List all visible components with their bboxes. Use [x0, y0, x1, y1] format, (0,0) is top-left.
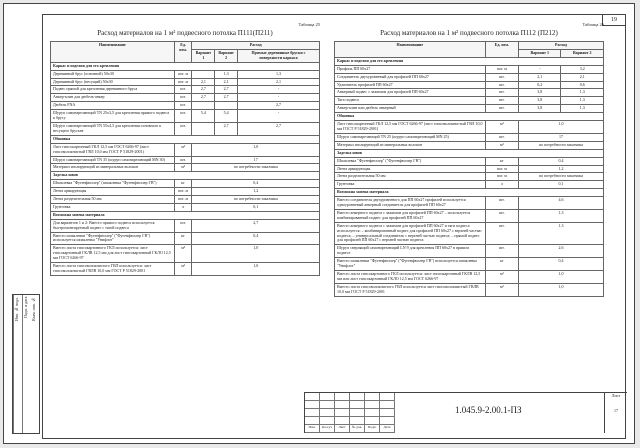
table-number: Таблица 26 — [582, 22, 604, 27]
header-name: Наименование — [51, 42, 175, 63]
material-unit: кг — [485, 157, 518, 165]
table-row — [335, 283, 604, 296]
revision-cell — [365, 417, 380, 425]
table-title: Расход материалов на 1 м² подвесного потолка П111(П211) — [97, 29, 273, 37]
material-unit: шт. — [174, 122, 192, 135]
material-unit: шт. — [174, 102, 192, 110]
revision-cell — [335, 409, 350, 417]
material-name: Вместо листа гипсокартонного ГКЛ используется: лист гипсокартонный ГКЛВ 12,5 мм для лист гипсокартонный ГКЛО 12,5 мм ГОСТ 6266-97 — [51, 245, 175, 263]
material-name: Для вариантов 1 и 2: Вместо прямого подвеса используется быстромонтируемый подвес с тягой подвеса — [51, 219, 175, 232]
revision-cell — [320, 417, 335, 425]
revision-header: Изм. — [305, 425, 320, 433]
stamp-sign-label: Подп. и дата — [22, 295, 31, 433]
table-row — [335, 149, 604, 157]
revision-cell — [320, 409, 335, 417]
material-name: Лента разделительная 50 мм — [51, 196, 175, 204]
table-row — [335, 181, 604, 189]
table-row — [51, 78, 320, 86]
material-unit: пог. м — [174, 188, 192, 196]
document-code: 1.045.9-2.00.1-ПЗ — [455, 405, 522, 415]
section-heading: Каркас и изделия для его крепления — [335, 57, 604, 65]
section-heading: Обшивка — [51, 135, 320, 143]
revision-cell — [305, 409, 320, 417]
material-amount: 1,3 — [561, 97, 604, 105]
material-amount: 2,7 — [238, 122, 320, 135]
table-row — [51, 180, 320, 188]
table-row — [51, 135, 320, 143]
material-name: Профиль ПП 60х27 — [335, 65, 486, 73]
table-row — [335, 57, 604, 65]
material-amount: 3,8 — [519, 105, 561, 113]
material-unit: м² — [174, 164, 192, 172]
material-amount: 1,3 — [561, 89, 604, 97]
section-heading: Обшивка — [335, 113, 604, 121]
revision-cell — [305, 417, 320, 425]
material-amount: 2,1 — [192, 78, 215, 86]
material-name: Соединитель двухуровневый для профилей ПП 60х27 — [335, 73, 486, 81]
revision-cell — [365, 393, 380, 401]
header-rashod: Расход — [519, 42, 604, 50]
revision-cell — [320, 401, 335, 409]
material-name: Вместо шпаклевки "Фугенфюллер" ("Фугенфюллер ГВ") используется шпаклевка "Унифлот" — [335, 258, 486, 271]
table-row — [51, 164, 320, 172]
table-row — [51, 143, 320, 156]
material-amount: 0,2 — [519, 81, 561, 89]
material-amount: 3,8 — [519, 97, 561, 105]
material-amount: 1,3 — [561, 105, 604, 113]
materials-table-25 — [50, 41, 320, 276]
material-unit: шт. — [174, 219, 192, 232]
material-amount: 17 — [519, 133, 604, 141]
material-name: Шуруп самонарезающий TN 25 (шуруп самонарезающий MN 25) — [335, 133, 486, 141]
material-amount: 1,0 — [192, 245, 320, 263]
material-unit: шт. — [485, 81, 518, 89]
material-amount: 2,6 — [519, 245, 604, 258]
left-stamp — [12, 294, 40, 434]
material-unit: пог. м — [174, 78, 192, 86]
material-name: Материал изолирующий из минеральных волокон — [51, 164, 175, 172]
table-row — [335, 271, 604, 284]
table-title: Расход материалов на 1 м² подвесного потолка П112 (П212) — [380, 29, 558, 37]
table-row — [51, 219, 320, 232]
revision-cell — [380, 417, 395, 425]
material-amount: 1,0 — [519, 271, 604, 284]
material-amount: - — [519, 65, 561, 73]
material-name: Удлинитель профилей ПП 60х27 — [335, 81, 486, 89]
material-amount: 1,0 — [192, 143, 320, 156]
revision-cell — [365, 409, 380, 417]
material-unit: шт. — [174, 156, 192, 164]
stamp-replace-label: Взам. инв. № — [31, 297, 36, 321]
header-unit: Ед. изм. — [485, 42, 518, 58]
material-name: Шпаклевка "Фугенфюллер" ("Фугенфюллер ГВ") — [335, 157, 486, 165]
header-variant-2: Вариант 2 — [215, 49, 238, 62]
material-name: Дюбель FNA — [51, 102, 175, 110]
table-row — [335, 209, 604, 222]
material-amount: 2,7 — [215, 86, 238, 94]
material-unit: шт. — [485, 209, 518, 222]
table-row — [51, 70, 320, 78]
section-heading: Возможна замена материала — [51, 211, 320, 219]
material-name: Деревянный брус (основной) 50х30 — [51, 70, 175, 78]
material-name: Вместо шпаклевки "Фугенфюллер" ("Фугенфюллер ГВ") используется шпаклевка "Унифлот" — [51, 232, 175, 245]
sheet-label: Лист — [611, 393, 621, 398]
material-name: Лента армирующая — [335, 165, 486, 173]
table-row — [51, 188, 320, 196]
table-row — [51, 196, 320, 204]
material-amount: 0,1 — [192, 203, 320, 211]
material-amount: 1,3 — [519, 209, 604, 222]
revision-grid — [305, 393, 395, 433]
material-unit: шт. — [485, 133, 518, 141]
material-amount: по потребности заказчика — [519, 173, 604, 181]
material-unit: кг — [485, 258, 518, 271]
stamp-inv-label: Инв. № подл. — [13, 295, 22, 433]
material-unit: пог. м — [485, 65, 518, 73]
revision-cell — [335, 417, 350, 425]
revision-cell — [320, 393, 335, 401]
table-row — [335, 197, 604, 210]
table-row — [51, 122, 320, 135]
revision-cell — [350, 401, 365, 409]
section-heading: Заделка швов — [51, 172, 320, 180]
material-unit: шт. — [485, 97, 518, 105]
section-heading: Каркас и изделия для его крепления — [51, 62, 320, 70]
material-amount: 5,4 — [215, 110, 238, 123]
material-amount: 1,3 — [519, 222, 604, 245]
material-unit: кг — [174, 180, 192, 188]
material-name: Лист гипсокартонный ГКЛ 12,5 мм ГОСТ 6266-97 (лист гипсоволокнистый ГВЛ 10,0 мм ГОСТ Р 51829-2001) — [51, 143, 175, 156]
material-unit: л — [174, 203, 192, 211]
table-row — [51, 102, 320, 110]
table-row — [335, 173, 604, 181]
table-row — [335, 245, 604, 258]
material-amount: 2,7 — [238, 102, 320, 110]
header-variant-3: Прямые деревянные бруски с поверхности каркаса — [238, 49, 320, 62]
material-name: Подвес прямой для крепления деревянного бруса — [51, 86, 175, 94]
title-block — [304, 392, 627, 433]
material-name: Лента армирующая — [51, 188, 175, 196]
table-row — [51, 263, 320, 276]
header-name: Наименование — [335, 42, 486, 58]
table-row — [335, 105, 604, 113]
table-row — [335, 89, 604, 97]
material-unit: шт. — [485, 197, 518, 210]
material-unit: шт. — [485, 73, 518, 81]
material-amount: 1,2 — [192, 188, 320, 196]
material-amount: 17 — [192, 156, 320, 164]
material-unit: шт. — [174, 86, 192, 94]
material-name: Вместо анкерного подвеса с зажимом для профилей ПП 60х27 – используется комбинированный подвес для профилей ПП 60х27 — [335, 209, 486, 222]
material-name: Тяга подвеса — [335, 97, 486, 105]
material-name: Вместо соединителя двухуровневого для ПП 60х27 профилей используется одноуровневый анкерный соединитель для профилей ПП 60х27 — [335, 197, 486, 210]
material-amount — [192, 122, 215, 135]
material-unit: м² — [485, 271, 518, 284]
header-variant-1: Вариант 1 — [519, 49, 561, 57]
material-amount: 0,1 — [519, 181, 604, 189]
material-amount: 1,0 — [192, 263, 320, 276]
material-unit: м² — [485, 121, 518, 134]
table-row — [335, 258, 604, 271]
table-row — [335, 73, 604, 81]
material-amount: 1,3 — [215, 70, 238, 78]
material-unit: шт. — [485, 245, 518, 258]
revision-cell — [335, 401, 350, 409]
material-name: Шуруп сверлящий самонарезающий LN 9 для крепления ПП 60х27 в прямом подвесе — [335, 245, 486, 258]
material-unit: шт. — [174, 94, 192, 102]
table-row — [51, 94, 320, 102]
material-unit: шт. — [485, 105, 518, 113]
material-name: Шуруп самонарезающий TN 55x4,3 для крепления основного к несущего брусьев — [51, 122, 175, 135]
material-amount: 2,7 — [192, 86, 215, 94]
sheet-number: 17 — [614, 408, 618, 413]
table-row — [335, 65, 604, 73]
material-name: Лист гипсокартонный ГКЛ 12,5 мм ГОСТ 6266-97 (лист гипсоволокнистый ГВЛ 10,0 мм ГОСТ Р 51829-2001) — [335, 121, 486, 134]
sheet-cell — [604, 393, 627, 433]
material-amount: 3,2 — [561, 65, 604, 73]
table-row — [51, 245, 320, 263]
table-row — [51, 232, 320, 245]
materials-table-26 — [334, 41, 604, 297]
page-number: 19 — [602, 14, 626, 26]
material-name: Шпаклевка "Фугенфюллер" (шпаклевка "Фугенфюллер ГВ") — [51, 180, 175, 188]
material-unit: пог. м — [174, 196, 192, 204]
revision-cell — [350, 417, 365, 425]
material-amount: по потребности заказчика — [192, 164, 320, 172]
material-amount: 0,4 — [519, 258, 604, 271]
material-amount: 2,1 — [238, 78, 320, 86]
table-row — [335, 157, 604, 165]
material-unit: м² — [174, 263, 192, 276]
material-amount: 0,4 — [192, 232, 320, 245]
header-rashod: Расход — [192, 42, 320, 50]
material-amount: по потребности заказчика — [192, 196, 320, 204]
material-amount: 1,0 — [519, 121, 604, 134]
material-unit: пог. м — [174, 70, 192, 78]
revision-cell — [350, 393, 365, 401]
material-name: Вместо листа гипсоволокнистого ГВЛ используется лист гипсоволокнистый ГВЛВ 10,0 мм ГОСТ Р 51829-2001 — [335, 283, 486, 296]
table-row — [51, 172, 320, 180]
material-unit: м² — [485, 283, 518, 296]
material-unit: пог. м — [485, 165, 518, 173]
table-row — [51, 203, 320, 211]
table-row — [335, 222, 604, 245]
material-amount: 2,7 — [215, 94, 238, 102]
material-unit: м² — [174, 143, 192, 156]
material-amount — [192, 70, 215, 78]
header-unit: Ед. изм. — [174, 42, 192, 63]
table-row — [335, 133, 604, 141]
revision-cell — [350, 409, 365, 417]
table-number: Таблица 25 — [298, 22, 320, 27]
revision-cell — [365, 401, 380, 409]
material-unit: пог. м — [485, 173, 518, 181]
material-amount: - — [238, 110, 320, 123]
material-name: Вместо листа гипсоволокнистого ГВЛ используется: лист гипсоволокнистый ГВЛВ 10,0 мм ГОСТ Р 51829-2001 — [51, 263, 175, 276]
material-amount: - — [238, 94, 320, 102]
material-name: Анкер-клин или дюбель анкерный — [335, 105, 486, 113]
material-name: Грунтовка — [51, 203, 175, 211]
revision-header: № док. — [350, 425, 365, 433]
table-row — [335, 81, 604, 89]
table-26-block — [334, 22, 604, 297]
material-amount: - — [238, 86, 320, 94]
revision-cell — [305, 401, 320, 409]
table-row — [335, 189, 604, 197]
material-unit: шт. — [485, 222, 518, 245]
material-amount: 0,6 — [561, 81, 604, 89]
material-name: Деревянный брус (несущий) 50х30 — [51, 78, 175, 86]
material-amount: 1,3 — [238, 70, 320, 78]
table-row — [335, 141, 604, 149]
material-unit: м² — [485, 141, 518, 149]
revision-header: Подп. — [365, 425, 380, 433]
revision-header: Дата — [380, 425, 395, 433]
drawing-sheet — [3, 3, 635, 444]
table-row — [51, 62, 320, 70]
material-name: Анкерный подвес с зажимом для профилей ПП 60х27 — [335, 89, 486, 97]
material-unit: шт. — [485, 89, 518, 97]
header-variant-2: Вариант 2 — [561, 49, 604, 57]
material-name: Анкер-клин для дюбель-анкер — [51, 94, 175, 102]
material-amount: 3,8 — [519, 89, 561, 97]
material-amount: 0,4 — [519, 157, 604, 165]
table-row — [51, 110, 320, 123]
material-unit: м² — [174, 245, 192, 263]
material-name: Материал изолирующий из минеральных волокон — [335, 141, 486, 149]
section-heading: Заделка швов — [335, 149, 604, 157]
revision-header: Кол.уч — [320, 425, 335, 433]
material-name: Шуруп самонарезающий TN 35 (шуруп самонарезающий MN 30) — [51, 156, 175, 164]
material-amount: 1,0 — [519, 283, 604, 296]
revision-cell — [305, 393, 320, 401]
material-amount — [215, 102, 238, 110]
table-row — [335, 121, 604, 134]
material-amount: 2,1 — [561, 73, 604, 81]
table-25-block — [50, 22, 320, 276]
table-row — [335, 97, 604, 105]
revision-cell — [380, 393, 395, 401]
table-row — [51, 86, 320, 94]
material-unit: кг — [174, 232, 192, 245]
material-amount: 2,7 — [192, 94, 215, 102]
material-amount: 5,4 — [192, 110, 215, 123]
material-unit: шт. — [174, 110, 192, 123]
material-name: Шуруп самонарезающий TN 25x3,5 для крепления прямого подвеса к брусу — [51, 110, 175, 123]
table-row — [51, 211, 320, 219]
material-amount: 1,2 — [519, 165, 604, 173]
revision-cell — [380, 409, 395, 417]
material-amount: 4,6 — [519, 197, 604, 210]
table-row — [335, 113, 604, 121]
material-name: Вместо листа гипсокартонного ГКЛ используется: лист гипсокартонный ГКЛВ 12,5 мм или лист гипсокартонный ГКЛО 12,5 мм ГОСТ 6266-97 — [335, 271, 486, 284]
material-amount — [192, 102, 215, 110]
material-amount: по потребности заказчика — [519, 141, 604, 149]
material-amount: 2,7 — [192, 219, 320, 232]
material-amount: 2,1 — [215, 78, 238, 86]
section-heading: Возможна замена материала — [335, 189, 604, 197]
material-name: Грунтовка — [335, 181, 486, 189]
table-row — [335, 165, 604, 173]
material-amount: 2,7 — [215, 122, 238, 135]
revision-header: Лист — [335, 425, 350, 433]
material-unit: л — [485, 181, 518, 189]
material-amount: 2,1 — [519, 73, 561, 81]
material-amount: 0,4 — [192, 180, 320, 188]
revision-cell — [335, 393, 350, 401]
header-variant-1: Вариант 1 — [192, 49, 215, 62]
material-name: Вместо анкерного подвеса с зажимом для профилей ПП 60х27 и тяги подвеса используется: – комбинированный подвес для профилей ПП 60х27 с верхней частью подвеса; – универсальный соединитель с верхней частью подвеса; – прямой подвес для профилей ПП 60х27 с верхней частью подвеса — [335, 222, 486, 245]
revision-cell — [380, 401, 395, 409]
material-name: Лента разделительная 50 мм — [335, 173, 486, 181]
table-row — [51, 156, 320, 164]
